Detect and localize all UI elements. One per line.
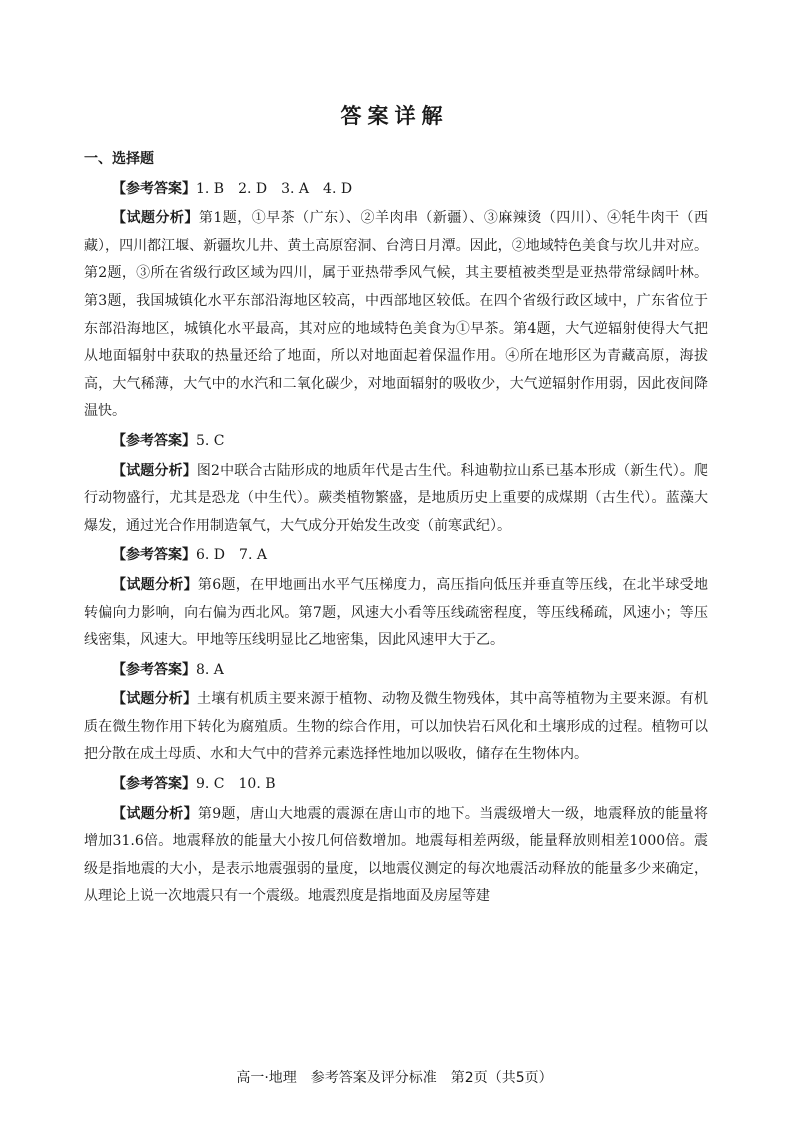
answer-block <box>84 771 708 799</box>
block-label: 【试题分析】 <box>112 210 199 227</box>
block-label: 【参考答案】 <box>112 547 196 564</box>
analysis-block <box>84 686 708 769</box>
block-label: 【参考答案】 <box>112 180 196 197</box>
answer-block <box>84 428 708 456</box>
block-text: 6. D 7. A <box>196 547 267 564</box>
block-label: 【试题分析】 <box>112 576 198 593</box>
block-label: 【参考答案】 <box>112 432 196 449</box>
block-text: 第9题，唐山大地震的震源在唐山市的地下。当震级增大一级，地震释放的能量将增加31.6倍。地震释放的能量大小按几何倍数增加。地震每相差两级，能量释放则相差1000倍。震级是指地震的大小，是表示地震强弱的量度，以地震仪测定的每次地震活动释放的能量多少来确定，从理论上说一次地震只有一个震级。地震烈度是指地面及房屋等建 <box>84 805 709 905</box>
block-text: 9. C 10. B <box>196 776 276 793</box>
page-title: 答案详解 <box>340 104 449 128</box>
block-text: 8. A <box>196 661 224 678</box>
answer-block <box>84 542 708 570</box>
answer-block <box>84 176 708 204</box>
block-text: 图2中联合古陆形成的地质年代是古生代。科迪勒拉山系已基本形成（新生代）。爬行动物盛行，尤其是恐龙（中生代）。蕨类植物繁盛，是地质历史上重要的成煤期（古生代）。蓝藻大爆发，通过光合作用制造氧气，大气成分开始发生改变（前寒武纪）。 <box>84 462 709 534</box>
block-text: 第1题，①早茶（广东）、②羊肉串（新疆）、③麻辣烫（四川）、④牦牛肉干（西藏），四川都江堰、新疆坎儿井、黄土高原窑洞、台湾日月潭。因此，②地域特色美食与坎儿井对应。第2题，③所在省级行政区域为四川，属于亚热带季风气候，其主要植被类型是亚热带常绿阔叶林。第3题，我国城镇化水平东部沿海地区较高，中西部地区较低。在四个省级行政区域中，广东省位于东部沿海地区，城镇化水平最高，其对应的地域特色美食为①早茶。第4题，大气逆辐射使得大气把从地面辐射中获取的热量还给了地面，所以对地面起着保温作用。④所在地形区为青藏高原，海拔高，大气稀薄，大气中的水汽和二氧化碳少，对地面辐射的吸收少，大气逆辐射作用弱，因此夜间降温快。 <box>84 210 709 420</box>
block-text: 第6题，在甲地画出水平气压梯度力，高压指向低压并垂直等压线，在北半球受地转偏向力影响，向右偏为西北风。第7题，风速大小看等压线疏密程度，等压线稀疏，风速小；等压线密集，风速大。甲地等压线明显比乙地密集，因此风速甲大于乙。 <box>84 576 709 649</box>
analysis-block <box>84 458 708 541</box>
block-text: 5. C <box>196 432 225 449</box>
analysis-block <box>84 205 708 426</box>
block-label: 【参考答案】 <box>112 776 196 793</box>
answer-block <box>84 657 708 685</box>
answer-content <box>84 146 708 913</box>
block-label: 【试题分析】 <box>112 462 197 479</box>
block-text: 1. B 2. D 3. A 4. D <box>196 180 353 197</box>
analysis-block <box>84 572 708 655</box>
analysis-block <box>84 801 708 911</box>
page-footer: 高一·地理 参考答案及评分标准 第2页（共5页） <box>236 1070 553 1086</box>
block-text: 土壤有机质主要来源于植物、动物及微生物残体，其中高等植物为主要来源。有机质在微生物作用下转化为腐殖质。生物的综合作用，可以加快岩石风化和土壤形成的过程。植物可以把分散在成土母质、水和大气中的营养元素选择性地加以吸收，储存在生物体内。 <box>84 691 708 763</box>
section-heading: 一、选择题 <box>84 151 154 167</box>
block-label: 【试题分析】 <box>112 805 198 822</box>
block-label: 【试题分析】 <box>112 691 198 708</box>
block-label: 【参考答案】 <box>112 661 196 678</box>
